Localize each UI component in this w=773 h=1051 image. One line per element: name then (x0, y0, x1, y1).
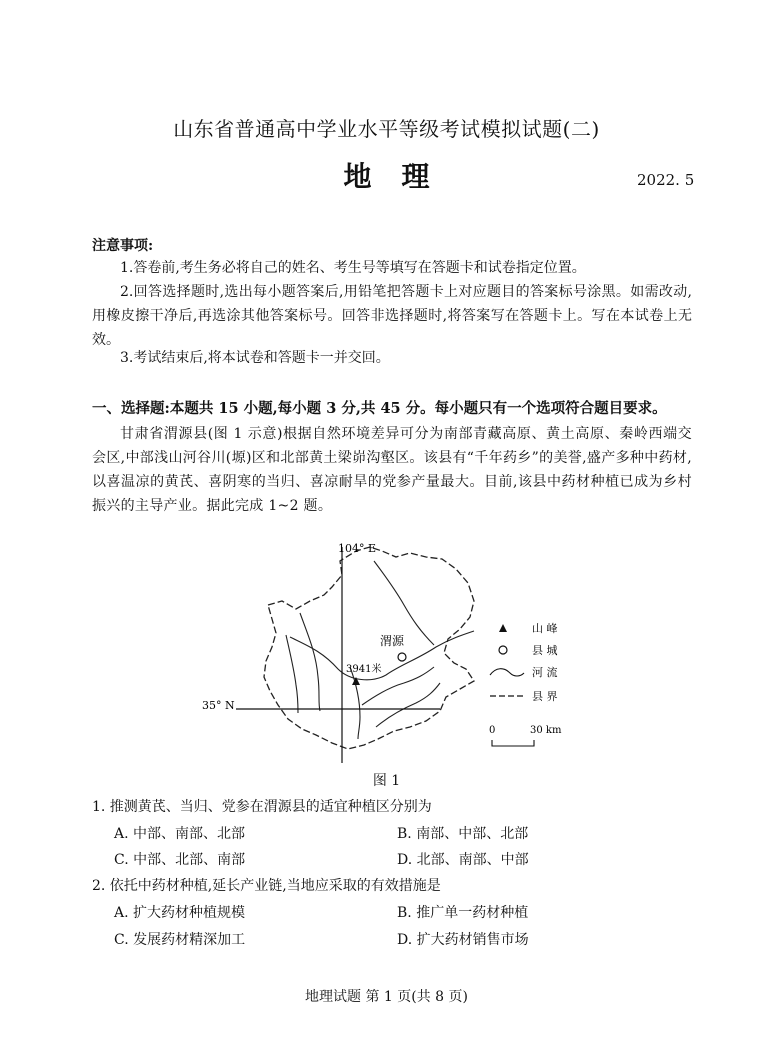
exam-title: 山东省普通高中学业水平等级考试模拟试题(二) (173, 117, 600, 141)
peak-label: 3941米 (346, 664, 382, 675)
question-2-option-d: D. 扩大药材销售市场 (397, 932, 529, 948)
river-south-2 (376, 683, 440, 727)
notice-heading: 注意事项: (92, 238, 154, 254)
notice-item-1: 1.答卷前,考生务必将自己的姓名、考生号等填写在答题卡和试卷指定位置。 (120, 260, 586, 276)
page-footer: 地理试题 第 1 页(共 8 页) (305, 989, 468, 1005)
question-2-stem: 2. 依托中药材种植,延长产业链,当地应采取的有效措施是 (92, 878, 441, 894)
reading-passage: 甘肃省渭源县(图 1 示意)根据自然环境差异可分为南部青藏高原、黄土高原、秦岭西端交会区,中部浅山河谷川(塬)区和北部黄土梁峁沟壑区。该县有“千年药乡”的美誉,盛产多种中药材,以喜温凉的黄芪、喜阴寒的当归、喜凉耐旱的党参产量最大。目前,该县中药材种植已成为乡村振兴的主导产业。据此完成 1~2 题。 (92, 426, 692, 514)
river-west-1 (300, 613, 320, 711)
county-border (264, 547, 474, 749)
river-west-2 (286, 635, 298, 713)
legend-town-label: 县 城 (532, 644, 558, 657)
question-2-option-c: C. 发展药材精深加工 (114, 932, 246, 948)
notice-item-2: 2.回答选择题时,选出每小题答案后,用铅笔把答题卡上对应题目的答案标号涂黑。如需改动,用橡皮擦干净后,再选涂其他答案标号。回答非选择题时,将答案写在答题卡上。写在本试卷上无效。 (92, 284, 692, 348)
question-1-option-d: D. 北部、南部、中部 (397, 852, 529, 868)
exam-date: 2022. 5 (637, 171, 695, 189)
question-1-option-a: A. 中部、南部、北部 (114, 826, 246, 842)
subject-title: 地理 (343, 160, 460, 193)
question-2-option-a: A. 扩大药材种植规模 (114, 905, 246, 921)
question-1-option-b: B. 南部、中部、北部 (397, 826, 529, 842)
question-2-option-b: B. 推广单一药材种植 (397, 905, 529, 921)
county-town-label: 渭源 (380, 634, 405, 648)
river-north (374, 561, 434, 645)
scale-zero-label: 0 (489, 725, 496, 736)
legend-town-icon (499, 646, 507, 654)
longitude-label: 104° E (338, 542, 377, 555)
question-1-stem: 1. 推测黄芪、当归、党参在渭源县的适宜种植区分别为 (92, 799, 432, 815)
legend-peak-icon (499, 624, 507, 632)
section-heading: 一、选择题:本题共 15 小题,每小题 3 分,共 45 分。每小题只有一个选项符合题目要求。 (92, 400, 667, 417)
legend-border-label: 县 界 (532, 690, 558, 703)
notice-item-3: 3.考试结束后,将本试卷和答题卡一并交回。 (120, 350, 390, 366)
map-figure (190, 535, 590, 765)
legend-peak-label: 山 峰 (532, 622, 558, 635)
scale-end-label: 30 km (530, 725, 562, 736)
figure-caption: 图 1 (372, 773, 401, 789)
latitude-label: 35° N (202, 699, 235, 712)
legend-river-label: 河 流 (532, 666, 558, 679)
question-1-option-c: C. 中部、北部、南部 (114, 852, 246, 868)
scale-bar (492, 740, 534, 746)
legend-river-icon (490, 669, 524, 676)
county-town-marker (398, 653, 406, 661)
